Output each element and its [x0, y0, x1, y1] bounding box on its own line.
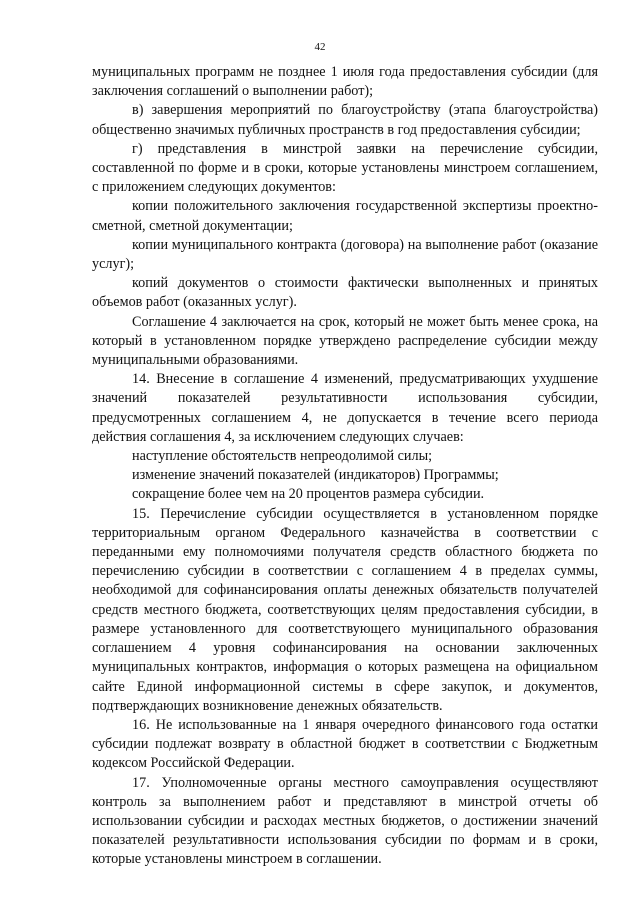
- paragraph-15: 15. Перечисление субсидии осуществляется в установленном порядке территориальным органом Федерального казначейства в соответствии с переданными ему полномочиями получателя средств областного бюджета по перечислению субсидии в соответствии с соглашением 4 в пределах суммы, необходимой для софинансирования оплаты денежных обязательств получателей средств местного бюджета, соответствующих целям предоставления субсидии, в размере установленного для соответствующего муниципального образования соглашением 4 уровня софинансирования на основании заключенных муниципальных контрактов, информация о которых размещена на официальном сайте Единой информационной системы в сфере закупок, и документов, подтверждающих возникновение денежных обязательств.: [92, 505, 598, 714]
- paragraph-item-v: в) завершения мероприятий по благоустройству (этапа благоустройства) общественно значимых публичных пространств в год предоставления субсидии;: [92, 102, 598, 138]
- paragraph-16: 16. Не использованные на 1 января очередного финансового года остатки субсидии подлежат возврату в областной бюджет в соответствии с Бюджетным кодексом Российской Федерации.: [92, 716, 598, 772]
- paragraph-case-indicators: изменение значений показателей (индикаторов) Программы;: [132, 467, 499, 484]
- document-body: [92, 63, 598, 870]
- paragraph-continuation: муниципальных программ не позднее 1 июля года предоставления субсидии (для заключения соглашений о выполнении работ);: [92, 64, 598, 100]
- paragraph-17: 17. Уполномоченные органы местного самоуправления осуществляют контроль за выполнением работ и представляют в минстрой отчеты об использовании субсидии и расходах местных бюджетов, о достижении значений показателей результативности использования субсидии по формам и в сроки, которые установлены минстроем в соглашении.: [92, 774, 598, 868]
- paragraph-doc-expertise: копии положительного заключения государственной экспертизы проектно-сметной, сметной документации;: [92, 198, 598, 234]
- paragraph-doc-contract: копии муниципального контракта (договора) на выполнение работ (оказание услуг);: [92, 236, 598, 273]
- paragraph-agreement-term: Соглашение 4 заключается на срок, который не может быть менее срока, на который в установленном порядке утверждено распределение субсидии между муниципальными образованиями.: [92, 313, 598, 369]
- paragraph-item-g: г) представления в минстрой заявки на перечисление субсидии, составленной по форме и в сроки, которые установлены минстроем соглашением, с приложением следующих документов:: [92, 140, 598, 196]
- paragraph-doc-cost: копий документов о стоимости фактически выполненных и принятых объемов работ (оказанных услуг).: [92, 275, 598, 311]
- page-number: 42: [314, 41, 326, 53]
- paragraph-case-force-majeure: наступление обстоятельств непреодолимой силы;: [132, 448, 433, 465]
- paragraph-case-reduction: сокращение более чем на 20 процентов размера субсидии.: [132, 486, 485, 503]
- paragraph-14: 14. Внесение в соглашение 4 изменений, предусматривающих ухудшение значений показателей результативности использования субсидии, предусмотренных соглашением 4, не допускается в течение всего периода действия соглашения 4, за исключением следующих случаев:: [92, 371, 598, 445]
